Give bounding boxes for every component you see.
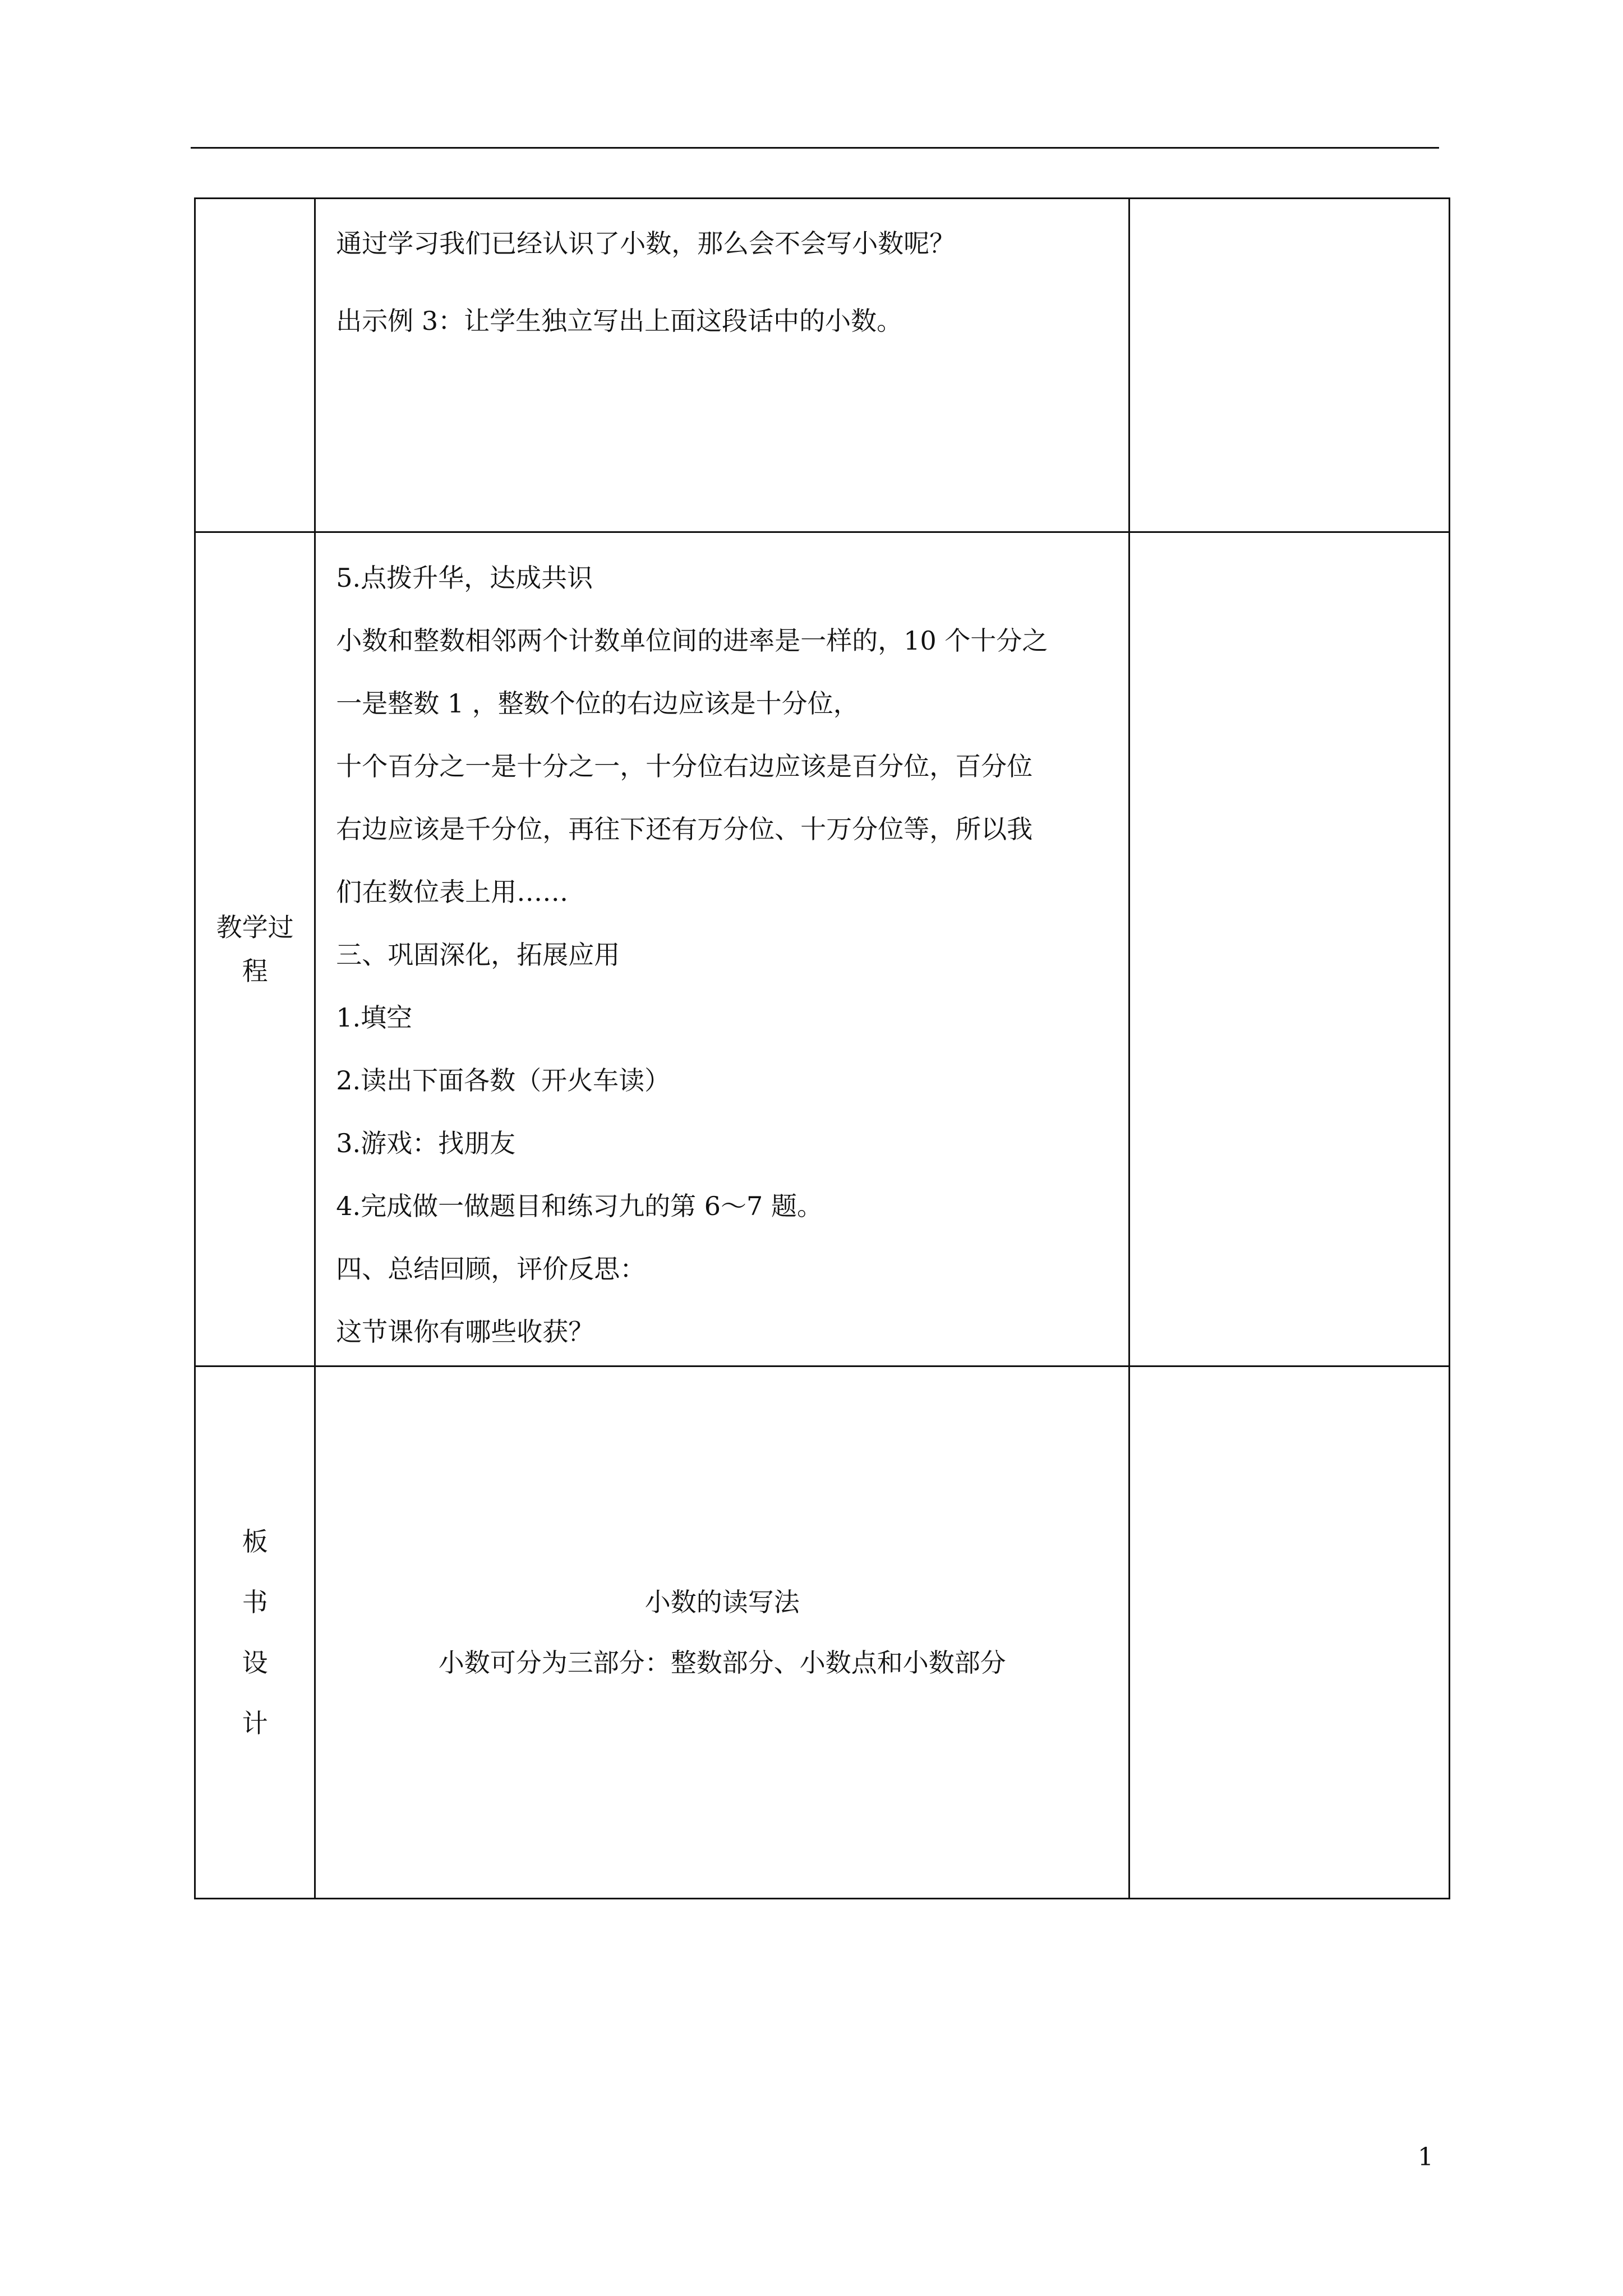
row-label-cell bbox=[195, 1366, 315, 1899]
content-line: 3.游戏：找朋友 bbox=[336, 1128, 516, 1158]
content-cell bbox=[315, 199, 1129, 532]
board-text: 小数可分为三部分：整数部分、小数点和小数部分 bbox=[438, 1648, 1006, 1678]
row-label-line: 设 bbox=[242, 1648, 268, 1678]
board-design-cell bbox=[315, 1366, 1129, 1899]
row-label-line: 教学过 bbox=[216, 912, 294, 942]
content-line: 1.填空 bbox=[336, 1002, 413, 1033]
row-label-line: 计 bbox=[242, 1708, 268, 1738]
content-line: 四、总结回顾，评价反思： bbox=[336, 1254, 646, 1284]
notes-cell bbox=[1129, 532, 1450, 1366]
page-number: 1 bbox=[1418, 2143, 1433, 2171]
content-line: 4.完成做一做题目和练习九的第 6～7 题。 bbox=[336, 1191, 823, 1221]
content-line: 通过学习我们已经认识了小数，那么会不会写小数呢？ bbox=[336, 228, 956, 259]
content-line: 这节课你有哪些收获？ bbox=[336, 1317, 594, 1347]
content-line: 一是整数 1 ，整数个位的右边应该是十分位， bbox=[336, 688, 859, 719]
content-cell bbox=[315, 532, 1129, 1366]
header-rule bbox=[191, 147, 1439, 149]
notes-cell bbox=[1129, 199, 1450, 532]
content-line: 十个百分之一是十分之一，十分位右边应该是百分位，百分位 bbox=[336, 751, 1033, 781]
notes-cell bbox=[1129, 1366, 1450, 1899]
board-title: 小数的读写法 bbox=[644, 1587, 800, 1617]
row-label-line: 书 bbox=[242, 1587, 268, 1617]
row-label-line: 程 bbox=[242, 956, 268, 986]
row-label-cell bbox=[195, 532, 315, 1366]
table-row bbox=[195, 532, 1450, 1366]
lesson-plan-table bbox=[194, 197, 1450, 1899]
content-line: 小数和整数相邻两个计数单位间的进率是一样的，10 个十分之 bbox=[336, 625, 1048, 656]
content-line: 2.读出下面各数（开火车读） bbox=[336, 1065, 671, 1096]
content-line: 三、巩固深化，拓展应用 bbox=[336, 940, 620, 970]
content-line: 出示例 3：让学生独立写出上面这段话中的小数。 bbox=[336, 306, 903, 336]
content-line: 5.点拨升华，达成共识 bbox=[336, 563, 593, 593]
content-line: 们在数位表上用…… bbox=[336, 877, 569, 907]
table-row bbox=[195, 1366, 1450, 1899]
table-row bbox=[195, 199, 1450, 532]
content-line: 右边应该是千分位，再往下还有万分位、十万分位等，所以我 bbox=[336, 814, 1033, 844]
row-label-line: 板 bbox=[242, 1526, 268, 1557]
row-label-cell bbox=[195, 199, 315, 532]
